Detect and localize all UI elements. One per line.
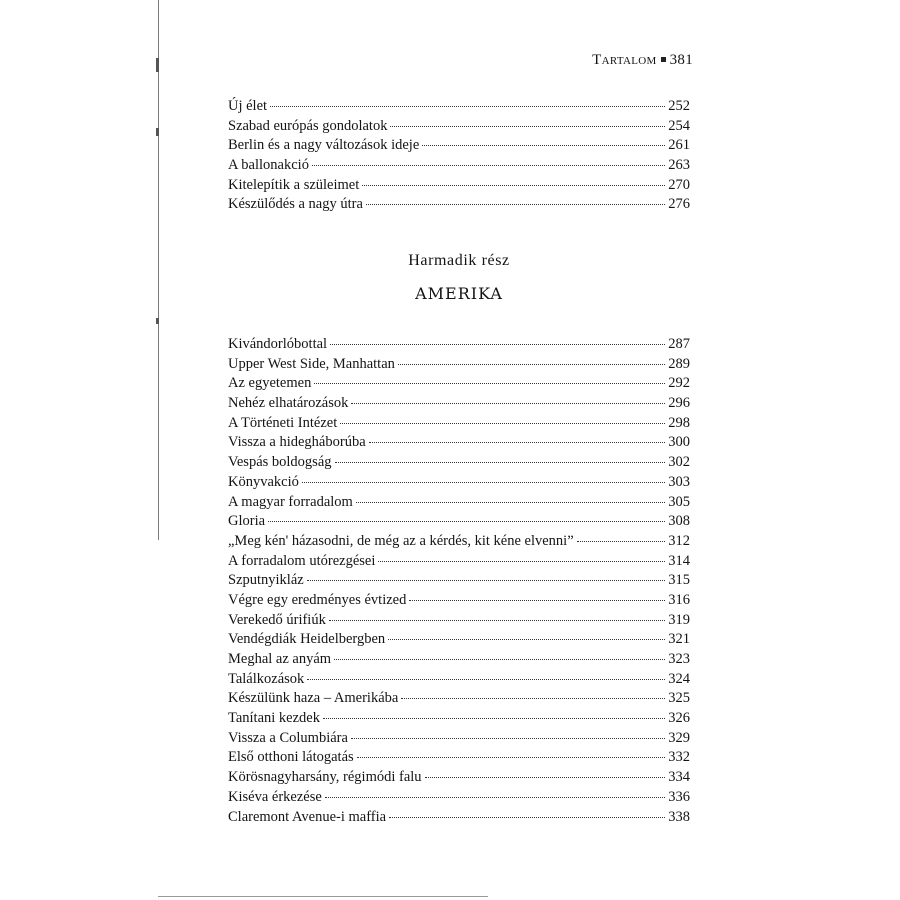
toc-entry-page: 323: [668, 651, 690, 667]
page-edge-mark: [156, 58, 159, 72]
toc-entry-title: A Történeti Intézet: [228, 414, 338, 431]
toc-entry-page: 325: [668, 690, 690, 707]
toc-entry-page: 276: [668, 196, 690, 213]
toc-leader-dots: [357, 756, 666, 758]
toc-entry-page: 263: [668, 157, 690, 174]
toc-entry-title: A ballonakció: [228, 157, 309, 174]
toc-entry-title: Első otthoni látogatás: [228, 749, 354, 766]
toc-leader-dots: [268, 520, 665, 522]
header-separator: [661, 57, 666, 62]
toc-entry: [228, 493, 690, 513]
toc-entry-page: 314: [668, 552, 690, 569]
toc-entry-title: Vendégdiák Heidelbergben: [228, 631, 386, 648]
toc-entry-page: 296: [668, 395, 690, 412]
toc-leader-dots: [312, 164, 665, 166]
toc-entry-page: 252: [668, 98, 690, 114]
toc-entry: [228, 709, 690, 729]
toc-entry: [228, 611, 690, 631]
toc-leader-dots: [270, 105, 665, 107]
toc-entry-title: Vespás boldogság: [228, 454, 332, 471]
toc-entry-page: 261: [668, 137, 690, 154]
toc-leader-dots: [351, 402, 665, 404]
toc-list-continued: [228, 97, 690, 215]
toc-entry-title: A magyar forradalom: [228, 493, 353, 510]
toc-leader-dots: [307, 678, 665, 680]
toc-entry-title: Claremont Avenue-i maffia: [228, 808, 387, 825]
toc-entry: [228, 117, 690, 137]
toc-entry: [228, 748, 690, 768]
toc-entry-page: 321: [668, 631, 690, 648]
toc-entry-title: Az egyetemen: [228, 375, 312, 392]
toc-entry: [228, 414, 690, 434]
toc-entry-page: 319: [668, 611, 690, 628]
toc-leader-dots: [323, 717, 665, 719]
toc-entry: [228, 689, 690, 709]
toc-entry-title: Szputnyikláz: [228, 572, 304, 589]
toc-leader-dots: [425, 776, 666, 778]
toc-leader-dots: [334, 658, 665, 660]
toc-leader-dots: [366, 203, 665, 205]
toc-entry: [228, 394, 690, 414]
toc-entry-title: Kitelepítik a szüleimet: [228, 176, 360, 193]
toc-leader-dots: [422, 144, 665, 146]
toc-leader-dots: [369, 441, 666, 443]
toc-entry-title: „Meg kén' házasodni, de még az a kérdés, kit kéne elvenni”: [228, 532, 574, 549]
toc-entry-page: 303: [668, 473, 690, 490]
running-header: [560, 52, 693, 69]
toc-entry-title: Vissza a hidegháborúba: [228, 434, 366, 451]
toc-entry-title: A forradalom utórezgései: [228, 552, 376, 569]
toc-leader-dots: [378, 560, 665, 562]
toc-entry: [228, 195, 690, 215]
toc-entry-page: 254: [668, 117, 690, 134]
toc-entry-page: 289: [668, 355, 690, 372]
toc-entry: [228, 768, 690, 788]
toc-entry: [228, 176, 690, 196]
toc-entry: [228, 374, 690, 394]
toc-entry-page: 324: [668, 670, 690, 687]
toc-entry: [228, 97, 690, 117]
bottom-rule: [158, 896, 488, 897]
toc-entry-page: 338: [668, 808, 690, 825]
toc-entry: [228, 473, 690, 493]
toc-entry: [228, 788, 690, 808]
page-edge-line: [158, 0, 159, 540]
toc-entry-title: Vissza a Columbiára: [228, 729, 348, 746]
toc-leader-dots: [409, 599, 665, 601]
toc-entry-title: Kiséva érkezése: [228, 788, 322, 805]
toc-entry: [228, 650, 690, 670]
toc-entry-title: Tanítani kezdek: [228, 710, 320, 727]
toc-entry-title: Berlin és a nagy változások ideje: [228, 137, 420, 154]
part-label: Harmadik rész: [408, 252, 510, 269]
toc-entry-title: Szabad európás gondolatok: [228, 117, 388, 134]
toc-entry: [228, 512, 690, 532]
toc-leader-dots: [340, 422, 665, 424]
toc-leader-dots: [330, 343, 665, 345]
toc-entry-page: 298: [668, 414, 690, 431]
toc-entry-page: 305: [668, 493, 690, 510]
toc-leader-dots: [356, 501, 665, 503]
toc-entry-page: 308: [668, 513, 690, 530]
toc-leader-dots: [401, 697, 665, 699]
toc-entry-page: 316: [668, 591, 690, 608]
toc-entry-page: 332: [668, 749, 690, 766]
toc-list-part3: [228, 335, 690, 827]
toc-entry: [228, 453, 690, 473]
toc-entry-page: 300: [668, 434, 690, 451]
toc-leader-dots: [329, 619, 665, 621]
toc-entry: [228, 571, 690, 591]
toc-entry-page: 334: [668, 769, 690, 786]
header-page-number: 381: [669, 52, 693, 68]
toc-entry-title: Készülünk haza – Amerikába: [228, 690, 399, 707]
toc-entry-page: 270: [668, 176, 690, 193]
toc-entry-page: 302: [668, 454, 690, 471]
toc-entry: [228, 591, 690, 611]
toc-entry-title: Készülődés a nagy útra: [228, 196, 363, 213]
header-section: Tartalom: [592, 52, 657, 68]
part-title: AMERIKA: [415, 284, 503, 303]
toc-entry-title: Verekedő úrifiúk: [228, 611, 326, 628]
page-edge-mark: [156, 318, 159, 324]
toc-entry-page: 336: [668, 788, 690, 805]
toc-leader-dots: [389, 816, 665, 818]
toc-entry-page: 292: [668, 375, 690, 392]
toc-entry-title: Upper West Side, Manhattan: [228, 355, 395, 372]
toc-entry-page: 287: [668, 336, 690, 352]
toc-entry: [228, 355, 690, 375]
toc-entry-title: Nehéz elhatározások: [228, 395, 349, 412]
toc-entry-page: 312: [668, 532, 690, 549]
toc-entry: [228, 729, 690, 749]
toc-entry: [228, 808, 690, 828]
toc-entry: [228, 630, 690, 650]
toc-entry: [228, 335, 690, 355]
toc-entry-page: 326: [668, 710, 690, 727]
toc-entry-title: Új élet: [228, 98, 268, 114]
toc-entry-page: 315: [668, 572, 690, 589]
toc-leader-dots: [351, 737, 665, 739]
toc-entry-title: Találkozások: [228, 670, 305, 687]
page-edge-mark: [156, 128, 159, 136]
toc-entry-title: Körösnagyharsány, régimódi falu: [228, 769, 422, 786]
toc-leader-dots: [314, 382, 665, 384]
toc-leader-dots: [307, 579, 666, 581]
toc-entry: [228, 156, 690, 176]
toc-entry-title: Gloria: [228, 513, 266, 530]
toc-entry: [228, 532, 690, 552]
toc-entry: [228, 670, 690, 690]
toc-entry-title: Meghal az anyám: [228, 651, 332, 667]
toc-leader-dots: [362, 184, 665, 186]
toc-leader-dots: [302, 481, 665, 483]
toc-entry-title: Végre egy eredményes évtized: [228, 591, 407, 608]
toc-entry: [228, 433, 690, 453]
toc-leader-dots: [388, 638, 665, 640]
toc-entry-title: Kivándorlóbottal: [228, 336, 328, 352]
toc-leader-dots: [325, 796, 665, 798]
toc-leader-dots: [577, 540, 666, 542]
toc-entry: [228, 552, 690, 572]
toc-leader-dots: [398, 363, 665, 365]
toc-leader-dots: [335, 461, 666, 463]
toc-entry-page: 329: [668, 729, 690, 746]
toc-entry-title: Könyvakció: [228, 473, 299, 490]
toc-entry: [228, 136, 690, 156]
toc-leader-dots: [390, 125, 665, 127]
